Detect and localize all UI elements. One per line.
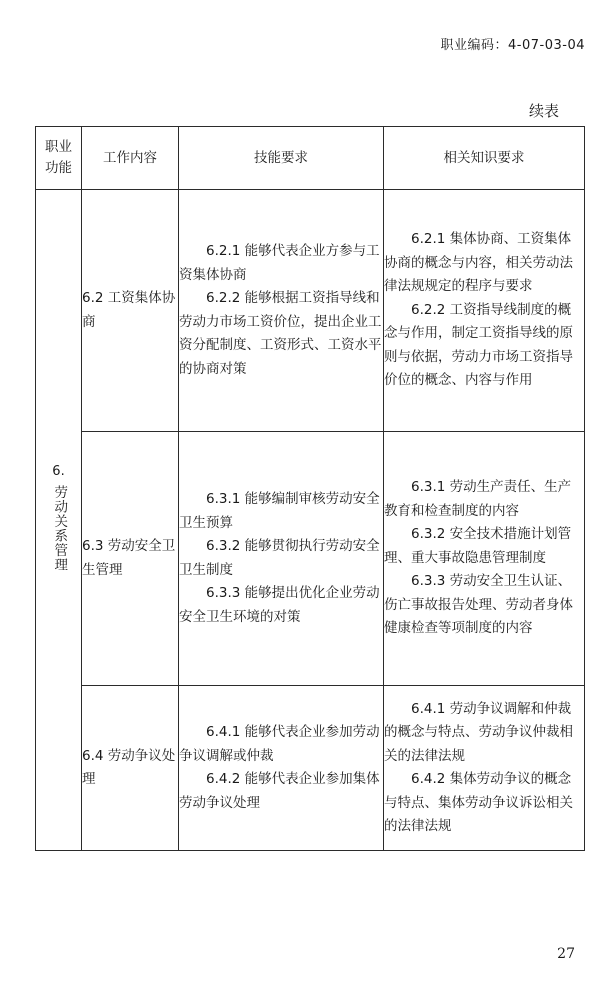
column-header-function: 职业功能 [36, 127, 82, 190]
table-row [36, 686, 585, 851]
page-number: 27 [557, 946, 575, 962]
table-row [36, 190, 585, 432]
column-header-knowledge: 相关知识要求 [384, 127, 585, 190]
skills-cell [179, 686, 384, 851]
knowledge-item: 6.3.3 劳动安全卫生认证、伤亡事故报告处理、劳动者身体健康检查等项制度的内容 [384, 573, 573, 637]
continued-label: 续表 [529, 102, 560, 120]
function-number: 6. [52, 463, 65, 479]
competency-table [35, 126, 585, 851]
skill-item: 6.4.1 能够代表企业参加劳动争议调解或仲裁 [179, 724, 380, 764]
function-name: 劳动关系管理 [51, 485, 68, 572]
knowledge-cell [384, 686, 585, 851]
work-content-cell: 6.3 劳动安全卫生管理 [82, 432, 179, 686]
work-content-cell: 6.2 工资集体协商 [82, 190, 179, 432]
skill-item: 6.3.2 能够贯彻执行劳动安全卫生制度 [179, 538, 380, 578]
skill-item: 6.2.2 能够根据工资指导线和劳动力市场工资价位，提出企业工资分配制度、工资形式、工资水平的协商对策 [179, 290, 382, 377]
knowledge-item: 6.3.1 劳动生产责任、生产教育和检查制度的内容 [384, 479, 572, 519]
skills-cell [179, 190, 384, 432]
skill-item: 6.2.1 能够代表企业方参与工资集体协商 [179, 243, 380, 283]
skill-item: 6.3.1 能够编制审核劳动安全卫生预算 [179, 491, 380, 531]
work-content-cell: 6.4 劳动争议处理 [82, 686, 179, 851]
table-header-row [36, 127, 585, 190]
column-header-content: 工作内容 [82, 127, 179, 190]
skills-cell [179, 432, 384, 686]
skill-item: 6.4.2 能够代表企业参加集体劳动争议处理 [179, 771, 380, 811]
skill-item: 6.3.3 能够提出优化企业劳动安全卫生环境的对策 [179, 585, 380, 625]
column-header-skills: 技能要求 [179, 127, 384, 190]
knowledge-item: 6.4.2 集体劳动争议的概念与特点、集体劳动争议诉讼相关的法律法规 [384, 771, 573, 834]
knowledge-item: 6.2.2 工资指导线制度的概念与作用，制定工资指导线的原则与依据，劳动力市场工资指导价位的概念、内容与作用 [384, 301, 573, 389]
knowledge-item: 6.4.1 劳动争议调解和仲裁的概念与特点、劳动争议仲裁相关的法律法规 [384, 700, 573, 764]
table-row [36, 432, 585, 686]
knowledge-cell [384, 190, 585, 432]
knowledge-item: 6.2.1 集体协商、工资集体协商的概念与内容，相关劳动法律法规规定的程序与要求 [384, 231, 573, 295]
function-cell [36, 190, 82, 851]
knowledge-cell [384, 432, 585, 686]
occupation-code: 职业编码：4-07-03-04 [440, 38, 585, 53]
knowledge-item: 6.3.2 安全技术措施计划管理、重大事故隐患管理制度 [384, 526, 572, 566]
